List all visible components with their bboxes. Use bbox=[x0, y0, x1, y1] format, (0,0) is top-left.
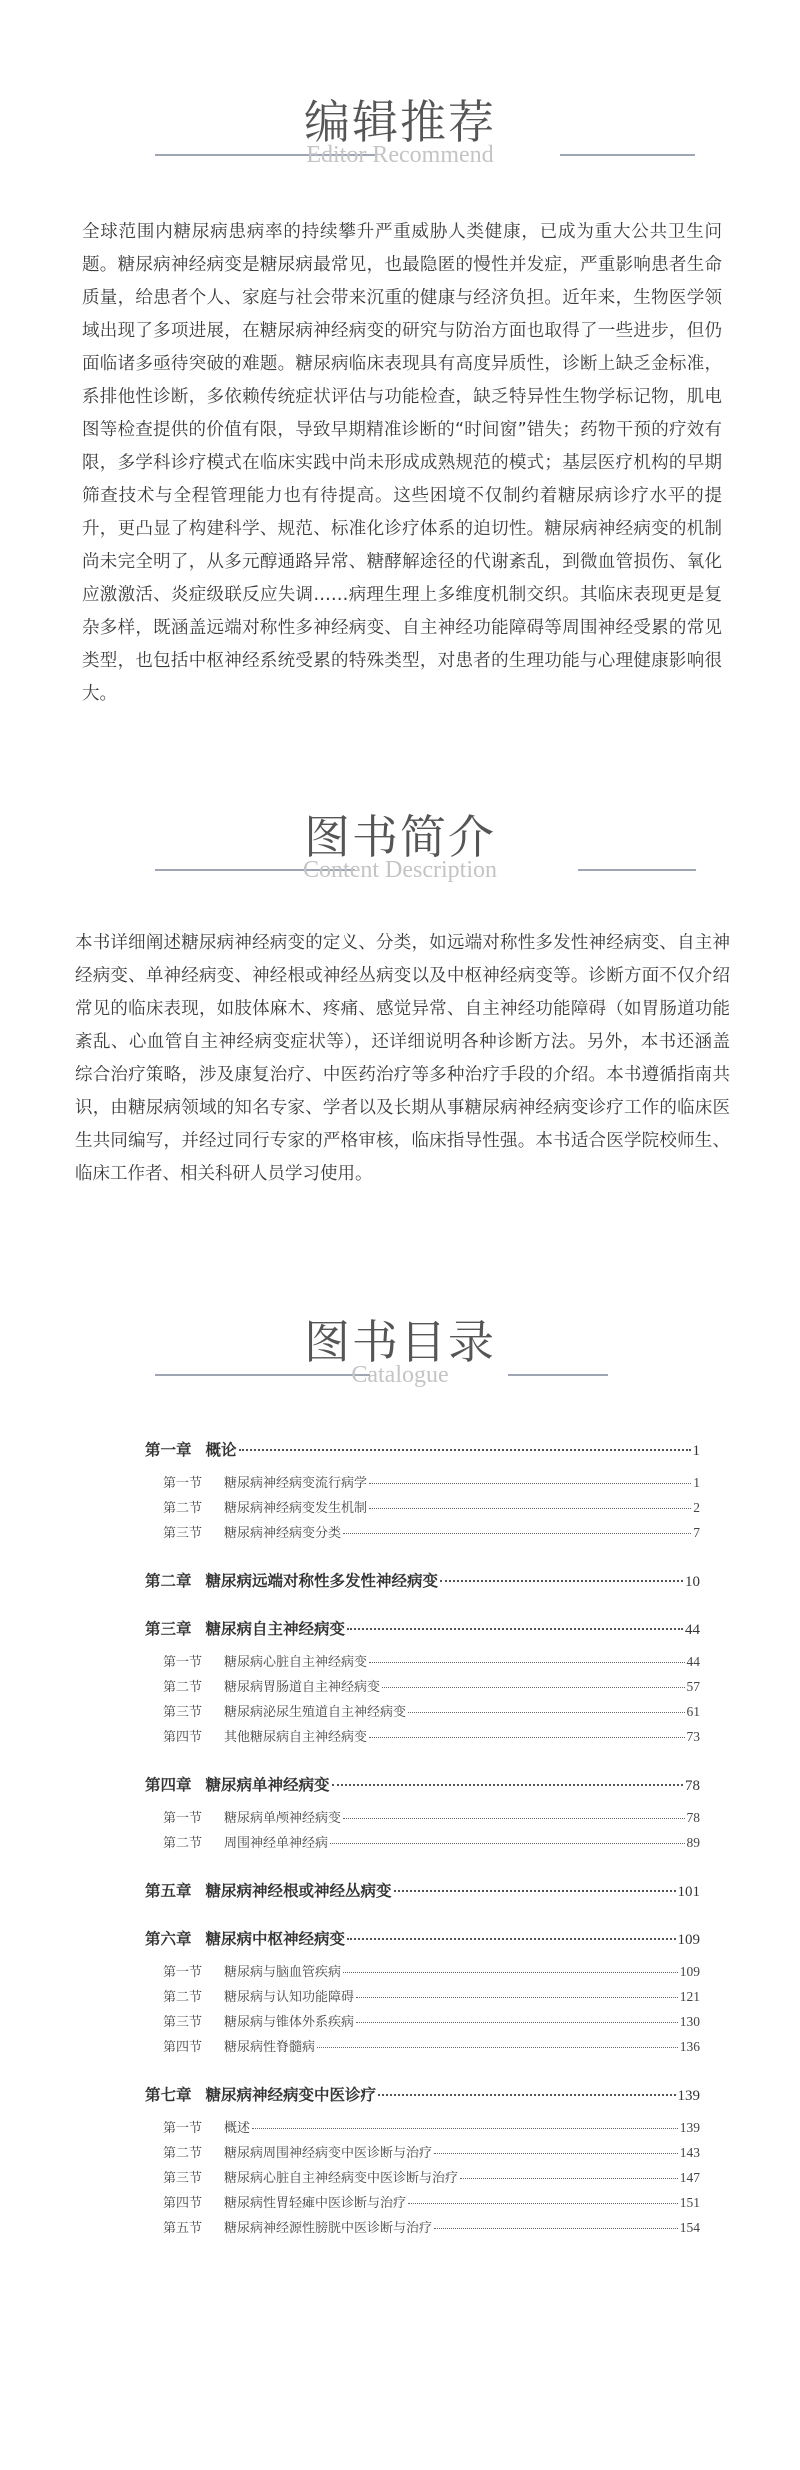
leader-dots bbox=[369, 1483, 691, 1484]
section-title: 概述 bbox=[224, 2121, 251, 2136]
section-number: 第一节 bbox=[163, 2121, 203, 2136]
chapter-number: 第二章 bbox=[145, 1572, 192, 1590]
section-title: 糖尿病周围神经病变中医诊断与治疗 bbox=[224, 2146, 433, 2161]
leader-dots bbox=[369, 1737, 684, 1738]
section-number: 第四节 bbox=[163, 2196, 203, 2211]
toc-section-row bbox=[145, 2142, 700, 2167]
section-title: 其他糖尿病自主神经病变 bbox=[224, 1730, 368, 1745]
toc-gap bbox=[145, 1953, 700, 1961]
section-page: 139 bbox=[679, 2120, 700, 2135]
leader-dots bbox=[332, 1784, 683, 1786]
chapter-page: 1 bbox=[692, 1443, 700, 1459]
leader-dots bbox=[330, 1843, 684, 1844]
section-number: 第三节 bbox=[163, 2171, 203, 2186]
section-title: 糖尿病单颅神经病变 bbox=[224, 1811, 342, 1826]
section-title-en: Content Description bbox=[303, 857, 497, 883]
section-number: 第四节 bbox=[163, 2040, 203, 2055]
toc-chapter-row bbox=[145, 2083, 700, 2109]
section-number: 第三节 bbox=[163, 1705, 203, 1720]
section-page: 109 bbox=[679, 1964, 700, 1979]
chapter-number: 第四章 bbox=[145, 1776, 192, 1794]
leader-dots bbox=[408, 2203, 678, 2204]
section-number: 第三节 bbox=[163, 1526, 203, 1541]
toc-chapter-row bbox=[145, 1617, 700, 1643]
section-header-recommend bbox=[0, 92, 800, 182]
toc-gap bbox=[145, 2061, 700, 2083]
toc-section-row bbox=[145, 1651, 700, 1676]
toc-section-row bbox=[145, 1676, 700, 1701]
leader-dots bbox=[239, 1449, 691, 1451]
leader-dots bbox=[343, 1533, 691, 1534]
chapter-title: 糖尿病单神经病变 bbox=[205, 1776, 330, 1794]
section-page: 121 bbox=[679, 1989, 700, 2004]
toc-section-row bbox=[145, 1472, 700, 1497]
toc-section-row bbox=[145, 1961, 700, 1986]
toc-section-row bbox=[145, 1497, 700, 1522]
chapter-title: 概论 bbox=[205, 1441, 237, 1459]
section-title: 糖尿病神经病变发生机制 bbox=[224, 1501, 368, 1516]
section-title-cn: 编辑推荐 bbox=[304, 95, 496, 149]
section-title: 糖尿病心脏自主神经病变 bbox=[224, 1655, 368, 1670]
section-title: 糖尿病性胃轻瘫中医诊断与治疗 bbox=[224, 2196, 407, 2211]
section-page: 1 bbox=[693, 1475, 700, 1490]
section-page: 136 bbox=[679, 2039, 700, 2054]
section-title: 糖尿病性脊髓病 bbox=[224, 2040, 316, 2055]
toc-section-row bbox=[145, 2011, 700, 2036]
section-title: 糖尿病与锥体外系疾病 bbox=[224, 2015, 355, 2030]
chapter-page: 101 bbox=[677, 1884, 700, 1900]
toc-chapter-row bbox=[145, 1773, 700, 1799]
section-number: 第一节 bbox=[163, 1811, 203, 1826]
toc-section-row bbox=[145, 2217, 700, 2242]
chapter-page: 10 bbox=[685, 1574, 700, 1590]
section-number: 第二节 bbox=[163, 1836, 203, 1851]
chapter-title: 糖尿病自主神经病变 bbox=[205, 1620, 346, 1638]
chapter-title: 糖尿病神经根或神经丛病变 bbox=[205, 1882, 392, 1900]
leader-dots bbox=[408, 1712, 684, 1713]
leader-dots bbox=[343, 1972, 678, 1973]
chapter-number: 第五章 bbox=[145, 1882, 192, 1900]
section-title-en: Editor Recommend bbox=[306, 142, 494, 168]
section-title-cn: 图书目录 bbox=[304, 1315, 496, 1369]
toc-gap bbox=[145, 1905, 700, 1927]
section-page: 147 bbox=[679, 2170, 700, 2185]
toc-gap bbox=[145, 1595, 700, 1617]
leader-dots bbox=[347, 1628, 683, 1630]
leader-dots bbox=[343, 1818, 684, 1819]
leader-dots bbox=[369, 1662, 684, 1663]
section-page: 89 bbox=[686, 1835, 700, 1850]
toc-chapter-row bbox=[145, 1438, 700, 1464]
section-number: 第四节 bbox=[163, 1730, 203, 1745]
leader-dots bbox=[378, 2094, 675, 2096]
toc-gap bbox=[145, 1464, 700, 1472]
section-title-en: Catalogue bbox=[351, 1362, 449, 1388]
leader-dots bbox=[356, 1997, 678, 1998]
leader-dots bbox=[460, 2178, 678, 2179]
section-number: 第一节 bbox=[163, 1965, 203, 1980]
chapter-number: 第六章 bbox=[145, 1930, 192, 1948]
content-paragraph: 本书详细阐述糖尿病神经病变的定义、分类，如远端对称性多发性神经病变、自主神经病变、单神经病变、神经根或神经丛病变以及中枢神经病变等。诊断方面不仅介绍常见的临床表现，如肢体麻木、疼痛、感觉异常、自主神经功能障碍（如胃肠道功能紊乱、心血管自主神经病变症状等），还详细说明各种诊断方法。另外，本书还涵盖综合治疗策略，涉及康复治疗、中医药治疗等多种治疗手段的介绍。本书遵循指南共识，由糖尿病领域的知名专家、学者以及长期从事糖尿病神经病变诊疗工作的临床医生共同编写，并经过同行专家的严格审核，临床指导性强。本书适合医学院校师生、临床工作者、相关科研人员学习使用。 bbox=[75, 933, 730, 1184]
section-page: 57 bbox=[686, 1679, 700, 1694]
chapter-title: 糖尿病远端对称性多发性神经病变 bbox=[205, 1572, 439, 1590]
section-title: 糖尿病神经病变分类 bbox=[224, 1526, 342, 1541]
toc-section-row bbox=[145, 2167, 700, 2192]
section-title: 糖尿病心脏自主神经病变中医诊断与治疗 bbox=[224, 2171, 459, 2186]
toc-gap bbox=[145, 1643, 700, 1651]
toc-section-row bbox=[145, 1986, 700, 2011]
section-title: 糖尿病与认知功能障碍 bbox=[224, 1990, 355, 2005]
chapter-title: 糖尿病中枢神经病变 bbox=[205, 1930, 346, 1948]
toc-section-row bbox=[145, 2192, 700, 2217]
leader-dots bbox=[317, 2047, 678, 2048]
toc-gap bbox=[145, 2109, 700, 2117]
chapter-number: 第三章 bbox=[145, 1620, 192, 1638]
section-number: 第一节 bbox=[163, 1476, 203, 1491]
section-title: 糖尿病神经病变流行病学 bbox=[224, 1476, 368, 1491]
chapter-page: 78 bbox=[685, 1778, 700, 1794]
toc-section-row bbox=[145, 1522, 700, 1547]
chapter-page: 109 bbox=[677, 1932, 700, 1948]
toc-gap bbox=[145, 1857, 700, 1879]
leader-dots bbox=[434, 2228, 678, 2229]
leader-dots bbox=[440, 1580, 683, 1582]
chapter-number: 第七章 bbox=[145, 2086, 192, 2104]
section-number: 第二节 bbox=[163, 1501, 203, 1516]
section-number: 第五节 bbox=[163, 2221, 203, 2236]
leader-dots bbox=[356, 2022, 678, 2023]
table-of-contents bbox=[145, 1438, 700, 2242]
section-title: 糖尿病泌尿生殖道自主神经病变 bbox=[224, 1705, 407, 1720]
section-number: 第二节 bbox=[163, 1680, 203, 1695]
section-title: 周围神经单神经病 bbox=[224, 1836, 329, 1851]
recommend-paragraph: 全球范围内糖尿病患病率的持续攀升严重威胁人类健康，已成为重大公共卫生问题。糖尿病神经病变是糖尿病最常见，也最隐匿的慢性并发症，严重影响患者生命质量，给患者个人、家庭与社会带来沉重的健康与经济负担。近年来，生物医学领域出现了多项进展，在糖尿病神经病变的研究与防治方面也取得了一些进步，但仍面临诸多亟待突破的难题。糖尿病临床表现具有高度异质性，诊断上缺乏金标准，系排他性诊断，多依赖传统症状评估与功能检查，缺乏特异性生物学标记物，肌电图等检查提供的价值有限，导致早期精准诊断的“时间窗”错失；药物干预的疗效有限，多学科诊疗模式在临床实践中尚未形成成熟规范的模式；基层医疗机构的早期筛查技术与全程管理能力也有待提高。这些困境不仅制约着糖尿病诊疗水平的提升，更凸显了构建科学、规范、标准化诊疗体系的迫切性。糖尿病神经病变的机制尚未完全明了，从多元醇通路异常、糖酵解途径的代谢紊乱，到微血管损伤、氧化应激激活、炎症级联反应失调……病理生理上多维度机制交织。其临床表现更是复杂多样，既涵盖远端对称性多神经病变、自主神经功能障碍等周围神经受累的常见类型，也包括中枢神经系统受累的特殊类型，对患者的生理功能与心理健康影响很大。 bbox=[82, 222, 722, 704]
section-page: 44 bbox=[686, 1654, 700, 1669]
toc-section-row bbox=[145, 1726, 700, 1751]
leader-dots bbox=[369, 1508, 691, 1509]
section-page: 143 bbox=[679, 2145, 700, 2160]
section-page: 7 bbox=[693, 1525, 700, 1540]
section-number: 第三节 bbox=[163, 2015, 203, 2030]
section-page: 73 bbox=[686, 1729, 700, 1744]
chapter-page: 139 bbox=[677, 2088, 700, 2104]
section-header-content bbox=[0, 807, 800, 897]
leader-dots bbox=[434, 2153, 678, 2154]
section-page: 154 bbox=[679, 2220, 700, 2235]
section-page: 78 bbox=[686, 1810, 700, 1825]
toc-chapter-row bbox=[145, 1569, 700, 1595]
section-title-cn: 图书简介 bbox=[304, 810, 496, 864]
section-page: 151 bbox=[679, 2195, 700, 2210]
toc-section-row bbox=[145, 2117, 700, 2142]
section-page: 2 bbox=[693, 1500, 700, 1515]
leader-dots bbox=[347, 1938, 675, 1940]
toc-section-row bbox=[145, 1832, 700, 1857]
toc-gap bbox=[145, 1751, 700, 1773]
toc-gap bbox=[145, 1547, 700, 1569]
chapter-page: 44 bbox=[685, 1622, 700, 1638]
section-title: 糖尿病神经源性膀胱中医诊断与治疗 bbox=[224, 2221, 433, 2236]
section-title: 糖尿病与脑血管疾病 bbox=[224, 1965, 342, 1980]
toc-gap bbox=[145, 1799, 700, 1807]
section-number: 第二节 bbox=[163, 1990, 203, 2005]
toc-section-row bbox=[145, 1701, 700, 1726]
toc-chapter-row bbox=[145, 1879, 700, 1905]
section-header-catalogue bbox=[0, 1312, 800, 1402]
section-page: 130 bbox=[679, 2014, 700, 2029]
section-title: 糖尿病胃肠道自主神经病变 bbox=[224, 1680, 381, 1695]
toc-section-row bbox=[145, 2036, 700, 2061]
toc-section-row bbox=[145, 1807, 700, 1832]
chapter-title: 糖尿病神经病变中医诊疗 bbox=[205, 2086, 377, 2104]
section-number: 第二节 bbox=[163, 2146, 203, 2161]
leader-dots bbox=[382, 1687, 684, 1688]
section-number: 第一节 bbox=[163, 1655, 203, 1670]
chapter-number: 第一章 bbox=[145, 1441, 192, 1459]
leader-dots bbox=[252, 2128, 678, 2129]
toc-chapter-row bbox=[145, 1927, 700, 1953]
section-page: 61 bbox=[686, 1704, 700, 1719]
leader-dots bbox=[394, 1890, 676, 1892]
